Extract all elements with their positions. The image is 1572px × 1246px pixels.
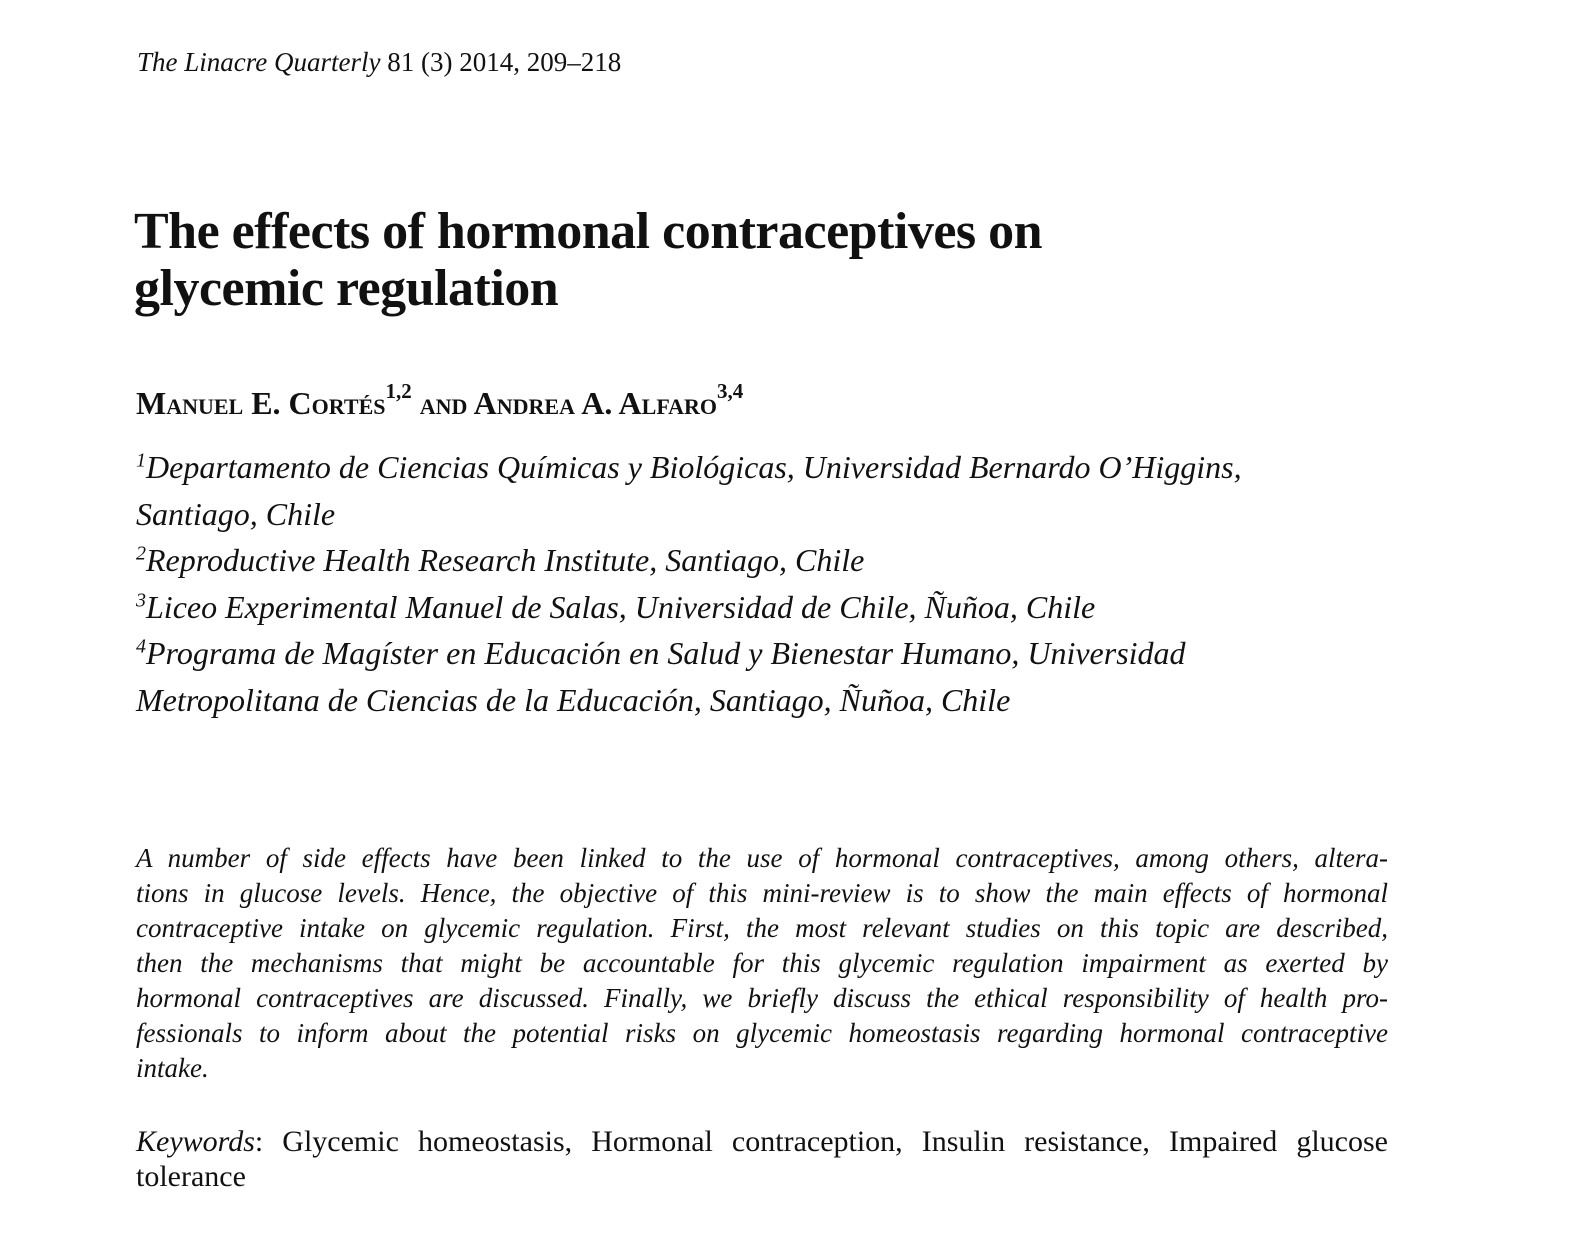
affiliation-marker: 3	[136, 588, 146, 611]
affiliation-list	[136, 444, 1396, 723]
affiliation-item	[136, 630, 1396, 677]
author-conjunction: and	[419, 385, 468, 421]
affiliation-marker: 2	[136, 542, 146, 565]
abstract-line: A number of side effects have been linked to the use of hormonal contraceptives, among others, altera-	[136, 843, 1388, 873]
affiliation-item	[136, 537, 1396, 584]
abstract-line: hormonal contraceptives are discussed. Finally, we briefly discuss the ethical responsibility of health pro-	[136, 983, 1388, 1013]
author-list	[136, 380, 743, 426]
affiliation-marker: 1	[136, 449, 146, 472]
affiliation-item	[136, 584, 1396, 631]
journal-volume-pages: 81 (3) 2014, 209–218	[387, 47, 622, 77]
keywords-section	[136, 1124, 1388, 1194]
abstract-line: contraceptive intake on glycemic regulation. First, the most relevant studies on this topic are described,	[136, 913, 1388, 943]
article-title	[134, 203, 1234, 317]
article-title-line: The effects of hormonal contraceptives on	[134, 203, 1043, 260]
journal-citation	[137, 43, 621, 81]
author-affiliation-marker: 1,2	[385, 379, 412, 404]
affiliation-marker: 4	[136, 635, 146, 658]
abstract-line: tions in glucose levels. Hence, the objective of this mini-review is to show the main effects of hormonal	[136, 878, 1388, 908]
affiliation-text: Reproductive Health Research Institute, Santiago, Chile	[146, 542, 865, 578]
keywords-text: : Glycemic homeostasis, Hormonal contraception, Insulin resistance, Impaired glucose	[254, 1125, 1388, 1158]
affiliation-text: Departamento de Ciencias Químicas y Biológicas, Universidad Bernardo O’Higgins,	[146, 449, 1242, 485]
keywords-label: Keywords	[136, 1125, 255, 1158]
article-title-line: glycemic regulation	[134, 260, 559, 317]
keywords-line	[136, 1124, 1388, 1159]
affiliation-continuation: Metropolitana de Ciencias de la Educación, Santiago, Ñuñoa, Chile	[136, 681, 1011, 718]
author-affiliation-marker: 3,4	[717, 379, 744, 404]
abstract	[136, 841, 1388, 1086]
abstract-line: then the mechanisms that might be accountable for this glycemic regulation impairment as exerted by	[136, 948, 1388, 978]
affiliation-text: Liceo Experimental Manuel de Salas, Universidad de Chile, Ñuñoa, Chile	[146, 588, 1096, 625]
affiliation-text: Programa de Magíster en Educación en Salud y Bienestar Humano, Universidad	[146, 635, 1186, 671]
abstract-line: intake.	[136, 1053, 209, 1083]
journal-name: The Linacre Quarterly	[137, 47, 381, 77]
affiliation-continuation: Santiago, Chile	[136, 495, 336, 532]
author-name: Andrea A. Alfaro	[473, 385, 718, 421]
keywords-line: tolerance	[136, 1160, 246, 1193]
author-name: Manuel E. Cortés	[136, 385, 386, 421]
affiliation-item	[136, 444, 1396, 491]
abstract-line: fessionals to inform about the potential risks on glycemic homeostasis regarding hormonal contraceptive	[136, 1018, 1388, 1048]
